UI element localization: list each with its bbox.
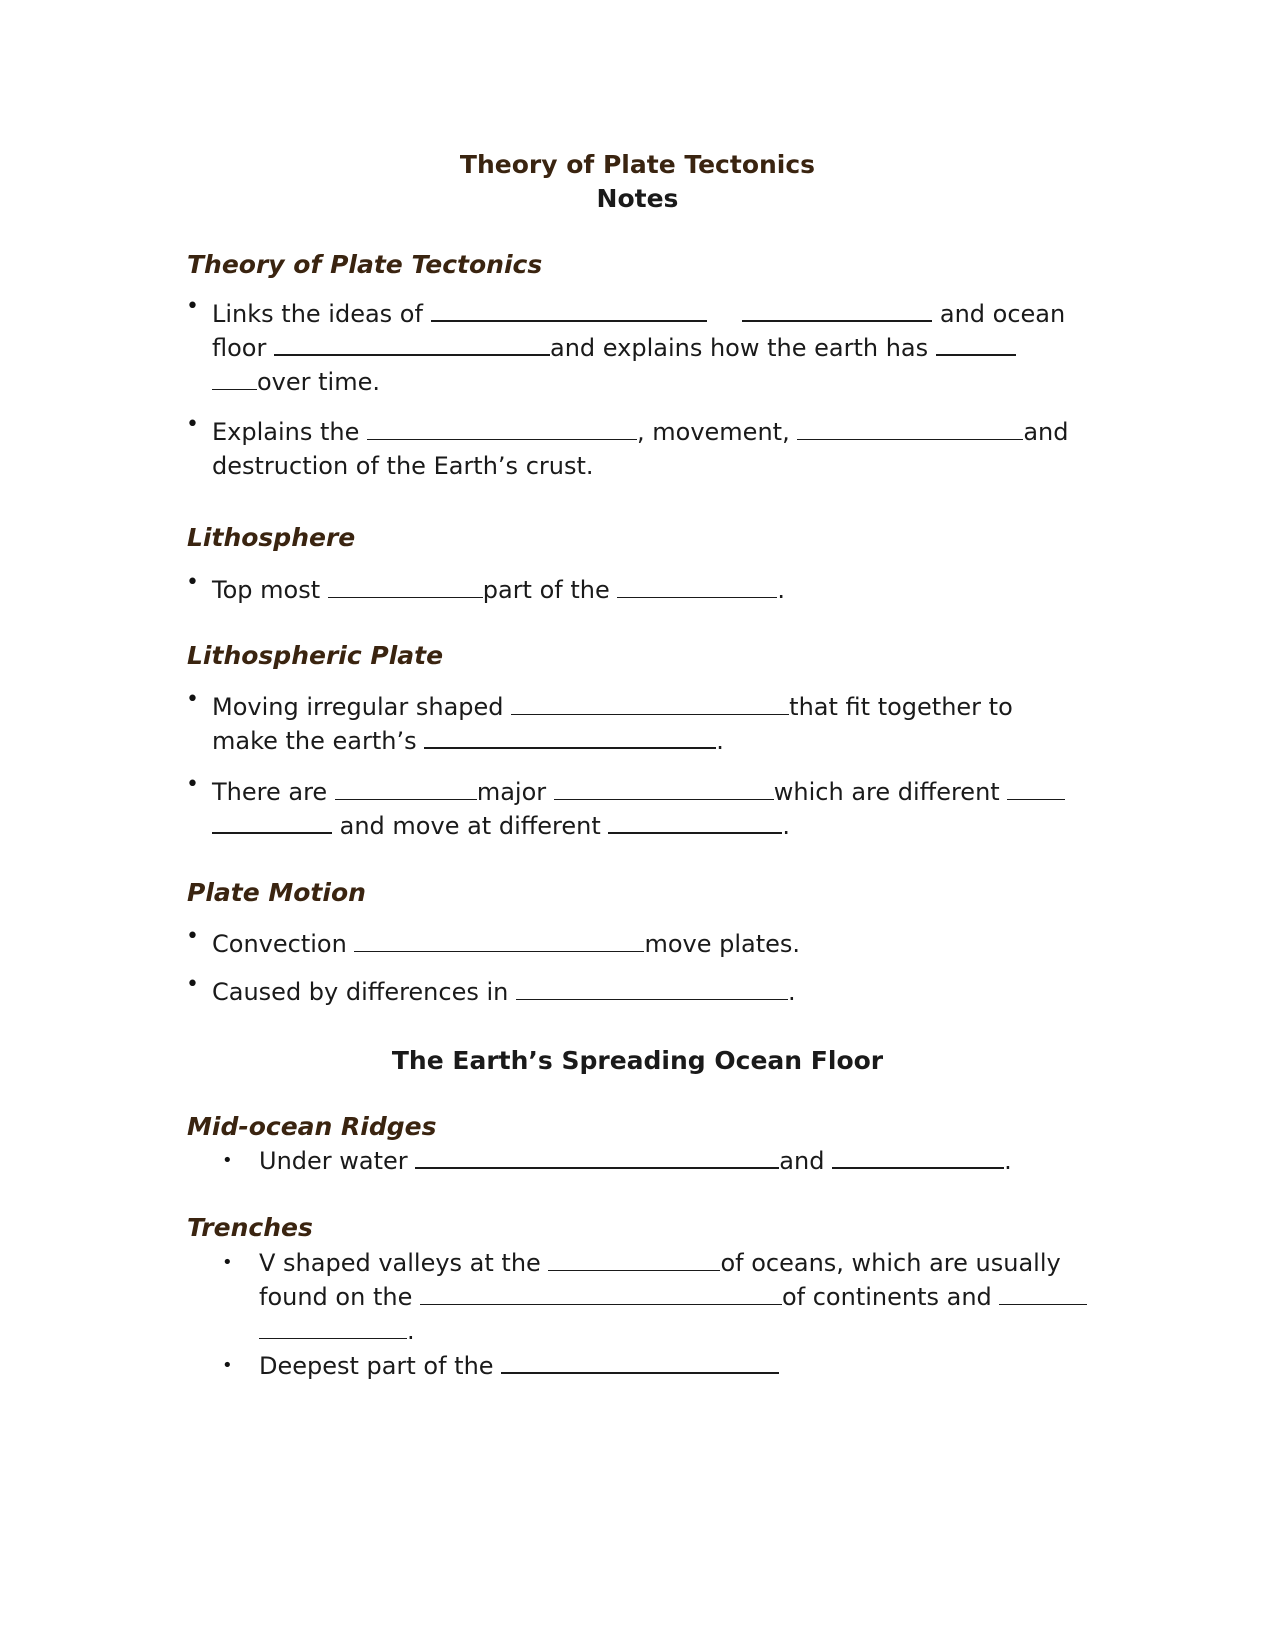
item-text: Under water [259, 1147, 408, 1175]
list-item [259, 1352, 779, 1380]
list-item [259, 1317, 415, 1345]
list-item [212, 693, 1013, 721]
list-item [212, 368, 380, 396]
section-title-spreading: The Earth’s Spreading Ocean Floor [391, 1046, 884, 1075]
item-text: . [782, 812, 791, 840]
item-text: Top most [212, 576, 321, 604]
bullet-icon: • [186, 772, 199, 797]
blank-field [797, 438, 1023, 440]
blank-field [420, 1303, 782, 1305]
item-text: and move at different [339, 812, 601, 840]
item-text: that fit together to [789, 693, 1013, 721]
list-item [212, 576, 785, 604]
blank-field [212, 831, 332, 834]
item-text: destruction of the Earth’s crust. [212, 452, 594, 480]
blank-field [554, 798, 774, 800]
item-text: , movement, [637, 418, 790, 446]
list-item [212, 812, 790, 840]
item-text: Deepest part of the [259, 1352, 494, 1380]
blank-field [335, 798, 477, 800]
blank-field [511, 713, 789, 715]
blank-field [415, 1166, 779, 1169]
bullet-icon: • [186, 972, 199, 997]
list-item [212, 334, 1016, 362]
item-text: of oceans, which are usually [720, 1249, 1061, 1277]
item-text: which are different [773, 778, 1000, 806]
bullet-icon: • [222, 1252, 233, 1273]
list-item [259, 1147, 1012, 1175]
blank-field [548, 1269, 720, 1271]
list-item [212, 978, 796, 1006]
blank-field [999, 1303, 1087, 1305]
blank-field [259, 1337, 407, 1339]
blank-field [274, 353, 550, 356]
list-item [212, 418, 1069, 446]
item-text: . [1004, 1147, 1012, 1175]
blank-field [936, 353, 1016, 356]
item-text: make the earth’s [212, 727, 417, 755]
section-heading-tectonics: Theory of Plate Tectonics [187, 250, 543, 279]
blank-field [608, 831, 782, 834]
blank-field [424, 746, 716, 749]
item-text: Explains the [212, 418, 360, 446]
item-text: found on the [259, 1283, 413, 1311]
blank-field [832, 1166, 1004, 1169]
bullet-icon: • [222, 1355, 233, 1376]
item-text: . [716, 727, 724, 755]
section-heading-lithosphere: Lithosphere [187, 523, 356, 552]
section-heading-trenches: Trenches [187, 1213, 313, 1242]
item-text: and [779, 1147, 825, 1175]
item-text: Caused by differences in [212, 978, 509, 1006]
list-item [259, 1283, 1087, 1311]
item-text: Links the ideas of [212, 300, 423, 328]
item-text: floor [212, 334, 267, 362]
bullet-icon: • [186, 294, 199, 319]
list-item [259, 1249, 1061, 1277]
blank-field [354, 950, 644, 952]
item-text: move plates. [644, 930, 801, 958]
item-text: of continents and [781, 1283, 992, 1311]
item-text: over time. [257, 368, 380, 396]
item-text: V shaped valleys at the [259, 1249, 541, 1277]
blank-field [742, 319, 932, 322]
blank-field [367, 438, 637, 440]
item-text: and explains how the earth has [550, 334, 929, 362]
blank-field [516, 998, 788, 1000]
item-text: part of the [482, 576, 610, 604]
blank-field [212, 388, 257, 390]
section-heading-ridges: Mid-ocean Ridges [187, 1112, 437, 1141]
item-text: and [1023, 418, 1069, 446]
item-text: major [476, 778, 547, 806]
item-text: . [788, 978, 796, 1006]
item-text: . [777, 576, 786, 604]
page-title: Theory of Plate Tectonics [459, 150, 816, 179]
bullet-icon: • [186, 412, 199, 437]
section-heading-lithospheric-plate: Lithospheric Plate [187, 641, 444, 670]
section-heading-plate-motion: Plate Motion [187, 878, 366, 907]
blank-field [1007, 798, 1065, 800]
blank-field [328, 596, 483, 598]
list-item [212, 300, 1065, 328]
item-text: and ocean [939, 300, 1066, 328]
item-text: Convection [212, 930, 347, 958]
page-subtitle: Notes [596, 184, 679, 213]
list-item [212, 778, 1065, 806]
list-item [212, 930, 800, 958]
item-text: There are [212, 778, 328, 806]
blank-field [431, 319, 707, 322]
blank-field [501, 1371, 779, 1374]
bullet-icon: • [186, 687, 199, 712]
blank-field [617, 596, 777, 598]
bullet-icon: • [222, 1150, 233, 1171]
bullet-icon: • [186, 570, 199, 595]
list-item [212, 727, 724, 755]
list-item [212, 452, 594, 480]
item-text: Moving irregular shaped [212, 693, 504, 721]
item-text: . [407, 1317, 415, 1345]
bullet-icon: • [186, 924, 199, 949]
